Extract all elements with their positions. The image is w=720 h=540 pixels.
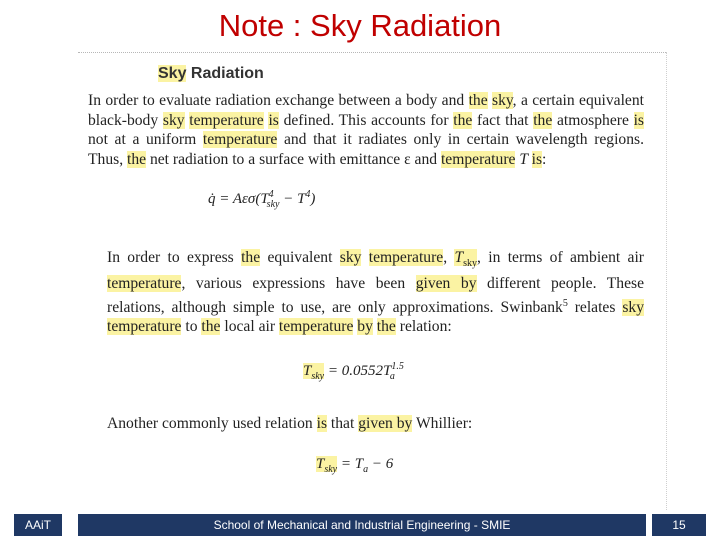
paragraph-1 [88,91,644,169]
p2-highlight [454,249,478,270]
p1-highlight: the [126,150,147,168]
eq3-part: T [316,455,325,472]
p2-text: different people. These relations, although simple to use, are only approximations. Swinbank [107,275,644,316]
eq3-part: = T [337,455,364,472]
p2-highlight: temperature [107,318,182,336]
equation-2 [303,361,644,382]
paragraph-2 [88,248,644,337]
p1-text: defined. This accounts for [278,111,454,129]
p3-text: Another commonly used relation [107,415,317,433]
p1-text: fact that [472,111,534,129]
p3-highlight: is [316,415,328,433]
p3-text: Whillier: [412,415,473,433]
slide-title: Note : Sky Radiation [218,8,502,43]
p2-highlight: the [201,318,221,336]
p2-footnote-mark: 5 [562,297,568,309]
p2-text: to [181,318,202,336]
p2-text: relation: [395,318,452,336]
p2-highlight: given by [415,275,477,293]
p3-highlight: given by [358,415,413,433]
eq3-part: − 6 [368,455,394,472]
p2-highlight: temperature [278,318,354,336]
p2-highlight: the [376,318,396,336]
p1-highlight: sky [492,92,513,109]
eq2-lhs [303,363,325,383]
p1-highlight: the [468,92,488,109]
eq2-part: = 0.0552T [324,363,392,380]
heading-radiation: Radiation [190,65,264,82]
p1-highlight: sky [162,111,185,129]
p2-highlight: temperature [368,249,444,267]
p2-text: relates [567,298,623,316]
p1-text: net radiation to a surface with emittance ε and [146,150,441,168]
p2-text: , various expressions have been [181,275,416,293]
slide-footer [0,514,720,536]
p1-text: atmosphere [552,111,634,129]
p2-subscript: sky [463,258,478,270]
eq1-part: q̇ = Aεσ(T [208,191,269,208]
eq3-lhs [316,455,338,475]
p1-text: and that it radiates only in certain wavelength regions. Thus, [88,131,644,168]
heading-sky: Sky [158,65,187,82]
p2-text: , in terms of ambient air [477,249,644,267]
p2-highlight: sky [339,249,362,267]
equation-1 [208,189,644,210]
eq2-part: a [389,371,395,383]
p1-highlight: is [268,111,279,129]
eq1-part: ) [310,191,316,208]
right-border-line [666,52,667,510]
p2-highlight: temperature [107,275,182,293]
eq1-part: 4 [305,189,311,201]
p1-text: In order to evaluate radiation exchange between a body and [88,92,469,109]
p1-highlight: is [531,150,543,168]
p2-text: In order to express [107,249,242,267]
eq1-part: − T [279,191,306,208]
eq1-part: sky [266,199,280,211]
p1-text: T [515,150,532,168]
paragraph-3 [88,414,644,434]
p1-text: not at a uniform [88,131,203,149]
p1-highlight: the [533,111,553,129]
p2-text: , [443,249,455,267]
section-heading [158,65,644,83]
p1-text: , a certain equivalent black-body [88,92,644,129]
p2-highlight: by [357,318,373,336]
page-number: 15 [652,514,706,536]
eq2-part: 1.5 [391,361,404,373]
equation-3 [316,456,644,475]
footer-institution: AAiT [14,514,62,536]
title-divider [78,52,666,53]
p2-text: local air [220,318,279,336]
p2-highlight: the [241,249,261,267]
eq1-part: 4 [268,189,274,201]
p2-text [361,249,368,266]
p1-highlight: temperature [202,131,278,149]
p1-highlight: is [633,111,644,129]
p2-symbol: T [454,249,464,267]
p1-highlight: temperature [440,150,516,168]
p2-highlight: sky [622,298,644,316]
eq3-part: sky [324,463,338,475]
p1-text: : [542,150,547,168]
footer-school: School of Mechanical and Industrial Engineering - SMIE [78,514,646,536]
eq2-part: sky [311,371,325,383]
document-excerpt [88,60,644,475]
p1-highlight: the [453,111,473,129]
p2-text: equivalent [260,249,340,267]
p1-highlight: temperature [189,111,264,129]
eq3-part: a [363,463,369,475]
p3-text: that [327,415,359,433]
eq2-part: T [303,363,312,380]
